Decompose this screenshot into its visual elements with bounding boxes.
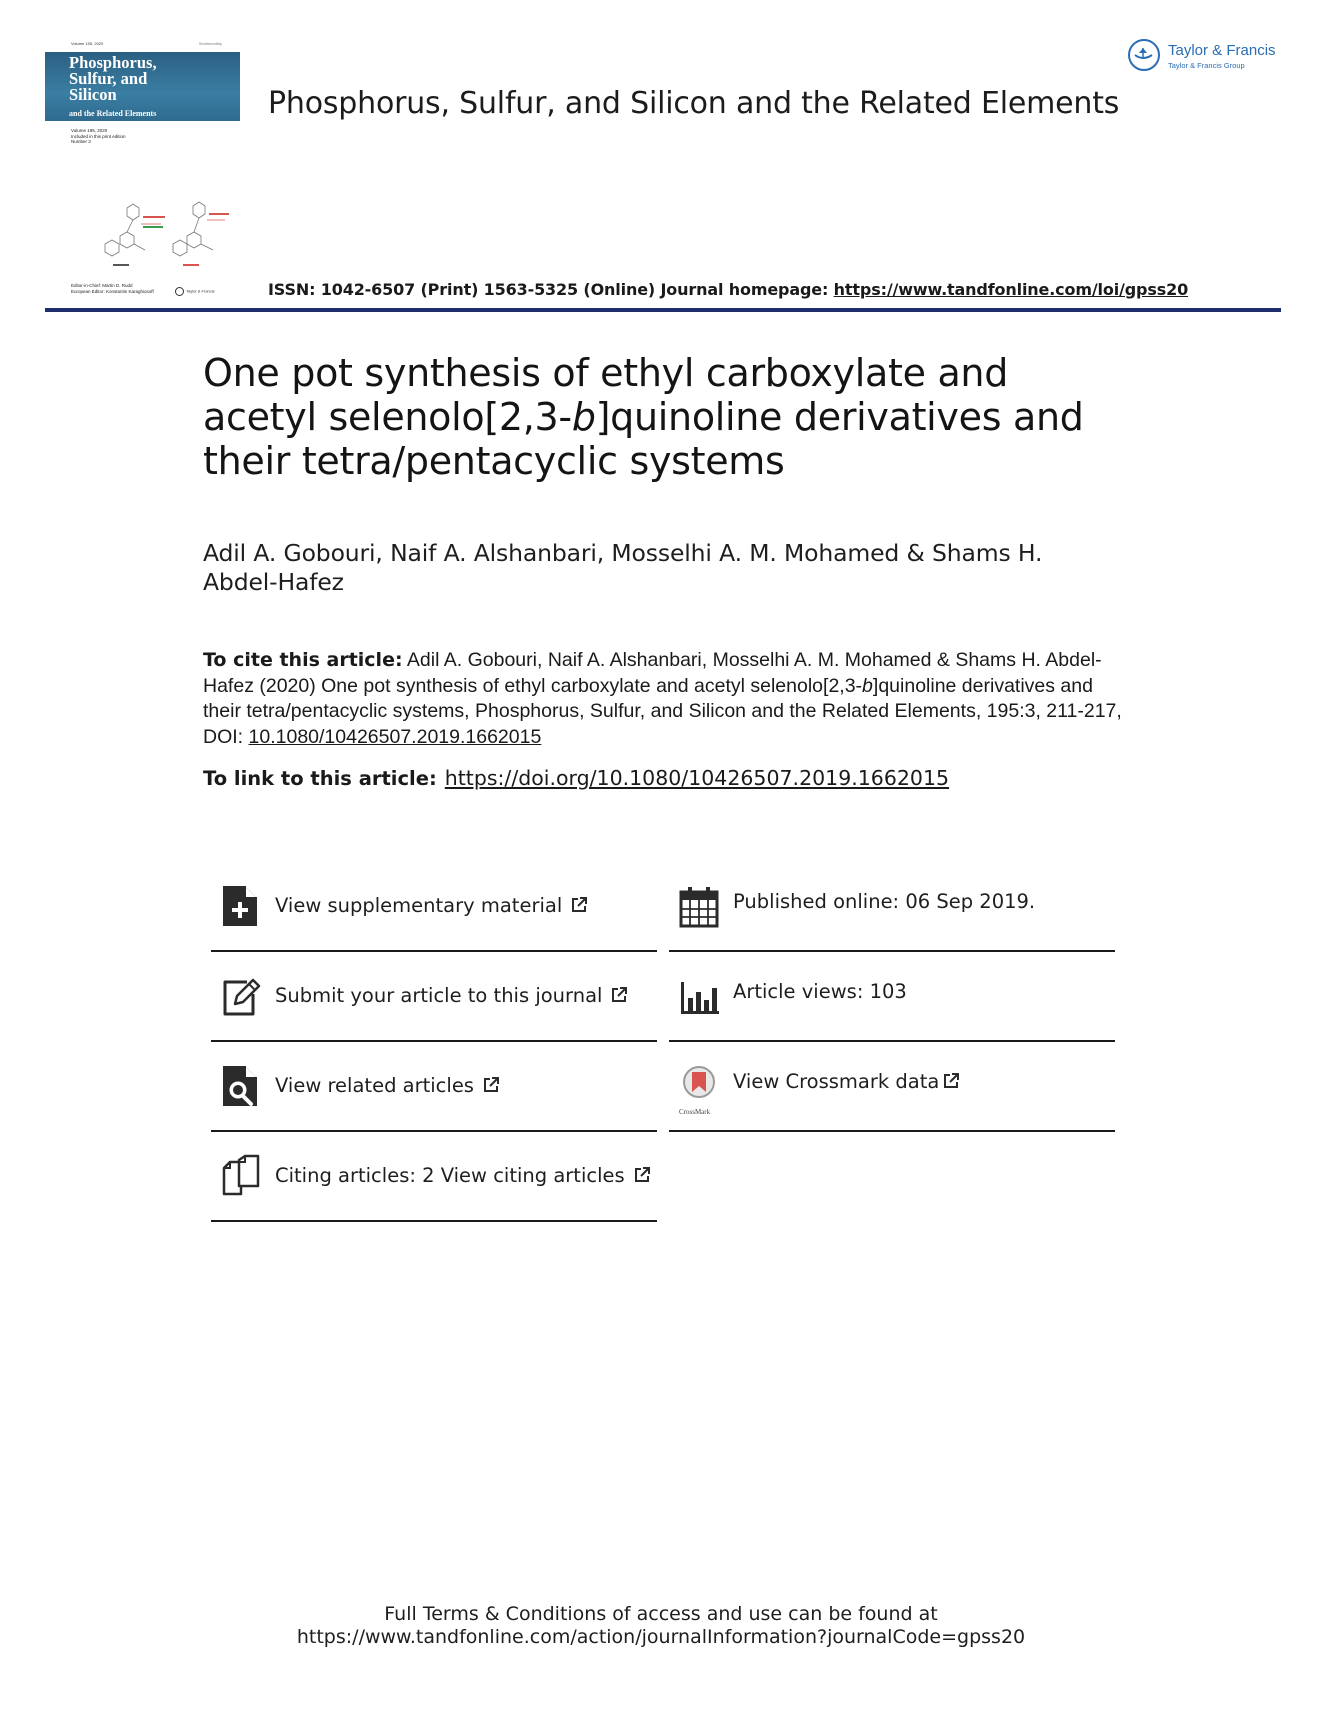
cover-tag: Semimonthly <box>198 41 222 46</box>
submit-article-link[interactable] <box>211 952 657 1042</box>
external-link-icon <box>633 1166 651 1184</box>
cover-chemical-structure-icon <box>75 186 235 281</box>
article-views-info <box>669 952 1115 1042</box>
bar-chart-icon <box>679 974 719 1018</box>
published-online-info <box>669 862 1115 952</box>
external-link-icon <box>570 896 588 914</box>
search-document-icon <box>221 1064 261 1108</box>
crossmark-label: View Crossmark data <box>733 1070 940 1093</box>
citation-block: To cite this article: Adil A. Gobouri, Naif A. Alshanbari, Mosselhi A. M. Mohamed & Shams H. Abdel-Hafez (2020) One pot synthesis of ethyl carboxylate and acetyl selenolo[2,3-b]quinoline derivatives and their tetra/pentacyclic systems, Phosphorus, Sulfur, and Silicon and the Related Elements, 195:3, 211-217, DOI: 10.1080/10426507.2019.1662015 <box>203 649 1122 748</box>
cover-subtitle: and the Related Elements <box>69 109 157 118</box>
footer-line-1: Full Terms & Conditions of access and use can be found at <box>384 1603 938 1625</box>
cover-publisher-logo-icon <box>175 287 184 296</box>
issn-line <box>268 280 1188 299</box>
article-doi-url-link[interactable]: https://doi.org/10.1080/10426507.2019.1662015 <box>444 766 950 790</box>
citing-label: Citing articles: 2 View citing articles <box>275 1164 625 1187</box>
divider <box>669 1130 1115 1132</box>
article-link-line <box>203 766 949 790</box>
related-label: View related articles <box>275 1074 474 1097</box>
crossmark-logo-text: CrossMark <box>679 1108 711 1116</box>
external-link-icon <box>942 1072 960 1090</box>
footer-terms-link[interactable]: https://www.tandfonline.com/action/journalInformation?journalCode=gpss20 <box>296 1626 1026 1648</box>
cover-editors: Editor-in-Chief: Martin D. Rudd European Editor: Konstantin Karaghiosoff <box>71 283 154 294</box>
publisher-group: Taylor & Francis Group <box>1168 61 1245 70</box>
doi-link[interactable]: 10.1080/10426507.2019.1662015 <box>248 725 542 748</box>
cover-title: Phosphorus, Sulfur, and Silicon <box>69 53 157 104</box>
article-views-text: Article views: 103 <box>733 980 907 1003</box>
cover-issue-info: Volume 195, 2020 Included in this print edition Number 3 <box>71 128 126 144</box>
publisher-logo[interactable] <box>1128 38 1288 78</box>
terms-footer <box>0 1603 1322 1649</box>
copy-documents-icon <box>221 1154 261 1198</box>
journal-homepage-link[interactable]: https://www.tandfonline.com/loi/gpss20 <box>833 280 1189 299</box>
publisher-logo-icon <box>1128 39 1160 71</box>
cite-label: To cite this article: <box>203 649 403 671</box>
crossmark-link[interactable] <box>669 1042 1115 1132</box>
link-label: To link to this article: <box>203 767 437 790</box>
calendar-icon <box>679 884 719 928</box>
publisher-name: Taylor & Francis <box>1168 42 1276 59</box>
file-plus-icon <box>221 884 261 928</box>
published-online-text: Published online: 06 Sep 2019. <box>733 890 1036 913</box>
header-divider <box>45 308 1281 312</box>
external-link-icon <box>610 986 628 1004</box>
citing-articles-link[interactable] <box>211 1132 657 1222</box>
submit-label: Submit your article to this journal <box>275 984 603 1007</box>
journal-cover-image <box>45 38 240 300</box>
supplementary-label: View supplementary material <box>275 894 563 917</box>
divider <box>211 1220 657 1222</box>
article-authors: Adil A. Gobouri, Naif A. Alshanbari, Mosselhi A. M. Mohamed & Shams H. Abdel-Hafez <box>203 539 1043 596</box>
supplementary-material-link[interactable] <box>211 862 657 952</box>
crossmark-icon <box>679 1064 719 1108</box>
article-title: One pot synthesis of ethyl carboxylate and acetyl selenolo[2,3-b]quinoline derivatives and their tetra/pentacyclic systems <box>203 351 1084 483</box>
external-link-icon <box>482 1076 500 1094</box>
cover-publisher: Taylor & Francis <box>175 287 215 296</box>
cover-volume: Volume 195, 2020 <box>71 41 104 46</box>
journal-title: Phosphorus, Sulfur, and Silicon and the Related Elements <box>268 86 1120 121</box>
related-articles-link[interactable] <box>211 1042 657 1132</box>
edit-icon <box>221 974 261 1018</box>
issn-text: ISSN: 1042-6507 (Print) 1563-5325 (Online) Journal homepage: <box>268 280 834 299</box>
